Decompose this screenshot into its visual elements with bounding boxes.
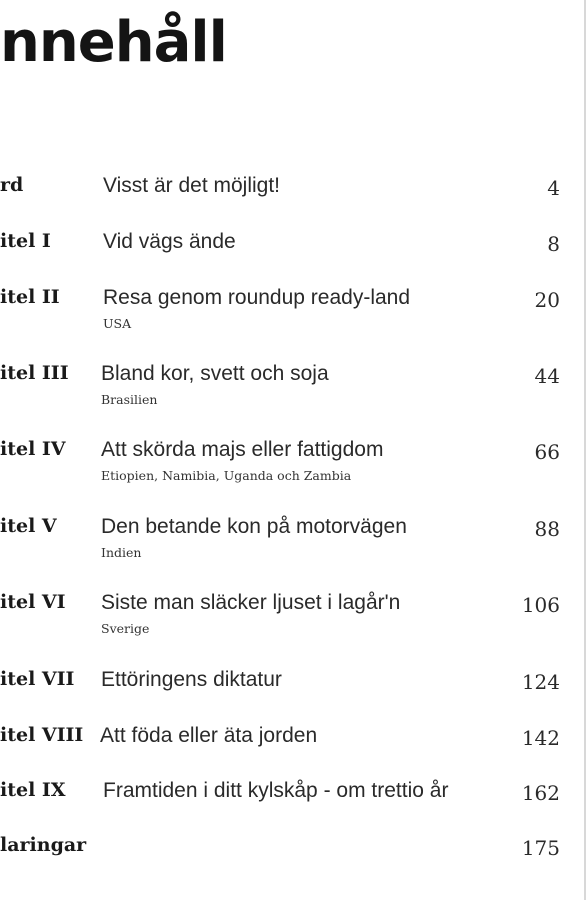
chapter-subtitle: Indien	[101, 545, 142, 560]
chapter-title: Siste man släcker ljuset i lagår'n	[101, 591, 401, 614]
page-number: 106	[521, 593, 560, 617]
page-title: nnehåll	[0, 10, 227, 75]
entry-label: itel IV	[0, 438, 66, 460]
chapter-title: Att föda eller äta jorden	[100, 724, 318, 747]
entry-label: itel VII	[0, 668, 75, 690]
page-number: 88	[534, 517, 560, 541]
chapter-title: Den betande kon på motorvägen	[101, 515, 407, 538]
entry-label: itel VIII	[0, 724, 84, 746]
toc-entry-kapitel-9	[0, 779, 586, 835]
page-number: 20	[534, 288, 560, 312]
chapter-title: Framtiden i ditt kylskåp - om trettio år	[103, 779, 449, 802]
toc-entry-kapitel-4	[0, 438, 586, 494]
entry-label: itel I	[0, 230, 51, 252]
toc-entry-kapitel-6	[0, 591, 586, 647]
page-number: 8	[547, 232, 560, 256]
entry-label: itel VI	[0, 591, 66, 613]
toc-entry-forklaringar	[0, 834, 586, 890]
chapter-title: Vid vägs ände	[103, 230, 236, 253]
chapter-subtitle: USA	[103, 316, 132, 331]
toc-entry-kapitel-3	[0, 362, 586, 418]
page-number: 142	[521, 726, 560, 750]
chapter-title: Resa genom roundup ready-land	[103, 286, 411, 309]
entry-label: laringar	[0, 834, 87, 856]
page-number: 44	[534, 364, 560, 388]
toc-entry-forord	[0, 174, 586, 230]
chapter-title: Bland kor, svett och soja	[101, 362, 329, 385]
chapter-title: Att skörda majs eller fattigdom	[101, 438, 384, 461]
chapter-title: Visst är det möjligt!	[103, 174, 281, 197]
toc-entry-kapitel-2	[0, 286, 586, 342]
entry-label: itel V	[0, 515, 57, 537]
toc-entry-kapitel-7	[0, 668, 586, 724]
entry-label: itel II	[0, 286, 60, 308]
page-number: 4	[547, 176, 560, 200]
entry-label: itel III	[0, 362, 69, 384]
toc-entry-kapitel-5	[0, 515, 586, 571]
toc-entry-kapitel-8	[0, 724, 586, 780]
chapter-subtitle: Etiopien, Namibia, Uganda och Zambia	[101, 468, 352, 483]
page-number: 175	[521, 836, 560, 860]
chapter-subtitle: Sverige	[101, 621, 150, 636]
toc-entry-kapitel-1	[0, 230, 586, 286]
entry-label: rd	[0, 174, 24, 196]
chapter-title: Ettöringens diktatur	[101, 668, 282, 691]
entry-label: itel IX	[0, 779, 66, 801]
page-number: 162	[521, 781, 560, 805]
page-number: 66	[534, 440, 560, 464]
chapter-subtitle: Brasilien	[101, 392, 158, 407]
page-number: 124	[521, 670, 560, 694]
